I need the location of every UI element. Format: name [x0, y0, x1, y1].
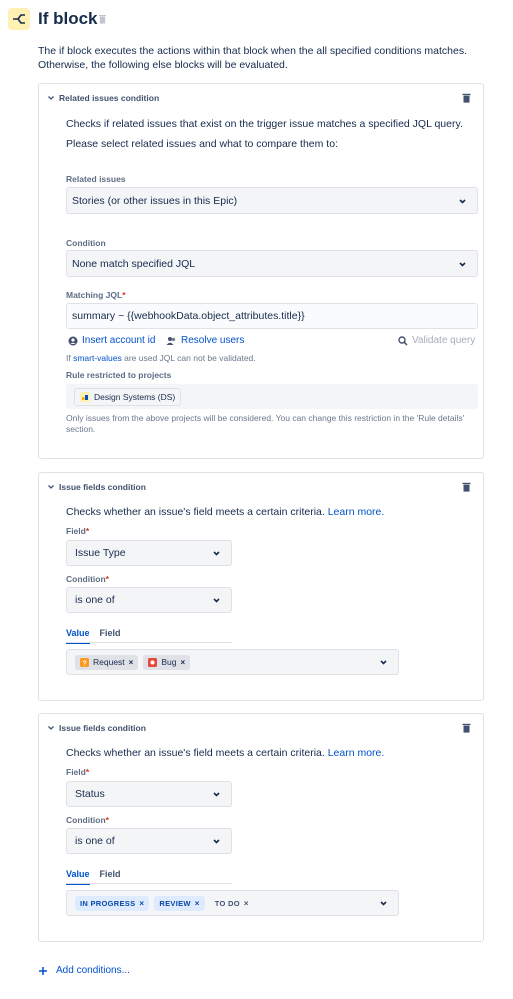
card-title: Related issues condition	[59, 93, 160, 103]
project-chip	[74, 388, 181, 406]
matching-jql-label: Matching JQL*	[66, 290, 126, 300]
learn-more-link[interactable]: Learn more.	[327, 506, 385, 518]
remove-chip-icon[interactable]: ×	[243, 898, 249, 908]
chevron-down-icon	[212, 596, 221, 605]
chip-in-progress: IN PROGRESS ×	[75, 896, 149, 911]
tab-field[interactable]: Field	[99, 628, 121, 638]
remove-chip-icon[interactable]: ×	[194, 898, 200, 908]
project-name: Design Systems (DS)	[94, 392, 176, 402]
remove-chip-icon[interactable]: ×	[139, 898, 145, 908]
projects-field	[66, 384, 478, 409]
issue-fields-condition-card	[38, 472, 484, 701]
jql-value: summary ~ {{webhookData.object_attributes.title}}	[72, 310, 305, 322]
plus-icon	[38, 966, 48, 976]
card-title: Issue fields condition	[59, 482, 146, 492]
project-avatar-icon	[80, 392, 90, 402]
field-select[interactable]	[66, 781, 232, 807]
remove-chip-icon[interactable]: ×	[180, 657, 186, 667]
chevron-down-icon	[212, 790, 221, 799]
related-issues-value: Stories (or other issues in this Epic)	[72, 194, 238, 207]
tabs-divider	[66, 883, 232, 884]
condition-label: Condition*	[66, 815, 109, 825]
condition-description: Checks whether an issue's field meets a certain criteria. Learn more.	[66, 506, 385, 518]
tab-value[interactable]: Value	[66, 869, 90, 885]
condition-description: Checks whether an issue's field meets a certain criteria. Learn more.	[66, 747, 385, 759]
tab-value[interactable]: Value	[66, 628, 90, 644]
condition-select[interactable]	[66, 587, 232, 613]
chip-review: REVIEW ×	[154, 896, 204, 911]
chevron-down-icon	[379, 658, 388, 667]
delete-block-icon[interactable]	[98, 14, 107, 27]
related-issues-condition-card	[38, 83, 484, 459]
chevron-down-icon[interactable]	[47, 724, 55, 732]
users-icon	[166, 336, 177, 346]
request-icon	[80, 658, 89, 667]
value-multiselect[interactable]	[66, 890, 399, 916]
related-issues-label: Related issues	[66, 174, 126, 184]
smart-values-link[interactable]: smart-values	[73, 353, 122, 363]
condition-label: Condition	[66, 238, 106, 248]
bug-icon	[148, 658, 157, 667]
condition-label: Condition*	[66, 574, 109, 584]
svg-text:?: ?	[82, 659, 87, 667]
trash-icon[interactable]	[462, 482, 471, 495]
issue-fields-condition-card	[38, 713, 484, 942]
smart-values-note: If smart-values are used JQL can not be validated.	[66, 353, 256, 363]
validate-query-button[interactable]: Validate query	[398, 335, 475, 346]
condition-select[interactable]	[66, 828, 232, 854]
related-issues-select[interactable]	[66, 187, 478, 214]
card-header[interactable]	[47, 93, 159, 103]
value-multiselect[interactable]	[66, 649, 399, 675]
resolve-users-button[interactable]: Resolve users	[166, 335, 244, 346]
chip-to-do: TO DO ×	[214, 898, 249, 908]
trash-icon[interactable]	[462, 723, 471, 736]
condition-instructions: Please select related issues and what to compare them to:	[66, 138, 338, 150]
add-conditions-button[interactable]: Add conditions...	[38, 965, 130, 976]
card-header[interactable]	[47, 723, 146, 733]
condition-description: Checks if related issues that exist on the trigger issue matches a specified JQL query.	[66, 118, 463, 130]
search-icon	[398, 336, 408, 346]
user-icon	[68, 336, 78, 346]
chevron-down-icon	[212, 837, 221, 846]
branch-icon	[8, 8, 30, 30]
insert-account-id-button[interactable]: Insert account id	[68, 335, 155, 346]
learn-more-link[interactable]: Learn more.	[327, 747, 385, 759]
field-label: Field*	[66, 526, 90, 536]
condition-value: is one of	[75, 835, 115, 847]
tab-field[interactable]: Field	[99, 869, 121, 879]
chevron-down-icon	[458, 259, 467, 268]
remove-chip-icon[interactable]: ×	[128, 657, 134, 667]
chevron-down-icon	[212, 549, 221, 558]
field-label: Field*	[66, 767, 90, 777]
field-select[interactable]	[66, 540, 232, 566]
chip-bug: Bug ×	[143, 655, 190, 670]
condition-value: is one of	[75, 594, 115, 606]
chevron-down-icon	[458, 196, 467, 205]
chevron-down-icon[interactable]	[47, 94, 55, 102]
jql-input[interactable]	[66, 303, 478, 329]
block-description: The if block executes the actions within that block when the all specified conditions matches. Otherwise, the following else blocks will be evaluated.	[38, 45, 467, 71]
condition-value: None match specified JQL	[72, 257, 196, 270]
tabs-divider	[66, 642, 232, 643]
field-value: Issue Type	[75, 547, 126, 559]
condition-select[interactable]	[66, 250, 478, 277]
restriction-note: Only issues from the above projects will be considered. You can change this restriction in the 'Rule details' section.	[66, 413, 465, 434]
chevron-down-icon[interactable]	[47, 483, 55, 491]
chip-request: ? Request ×	[75, 655, 138, 670]
chevron-down-icon	[379, 899, 388, 908]
page-title: If block	[38, 9, 98, 28]
rule-restricted-label: Rule restricted to projects	[66, 370, 172, 380]
card-title: Issue fields condition	[59, 723, 146, 733]
card-header[interactable]	[47, 482, 146, 492]
trash-icon[interactable]	[462, 93, 471, 106]
field-value: Status	[75, 788, 105, 800]
